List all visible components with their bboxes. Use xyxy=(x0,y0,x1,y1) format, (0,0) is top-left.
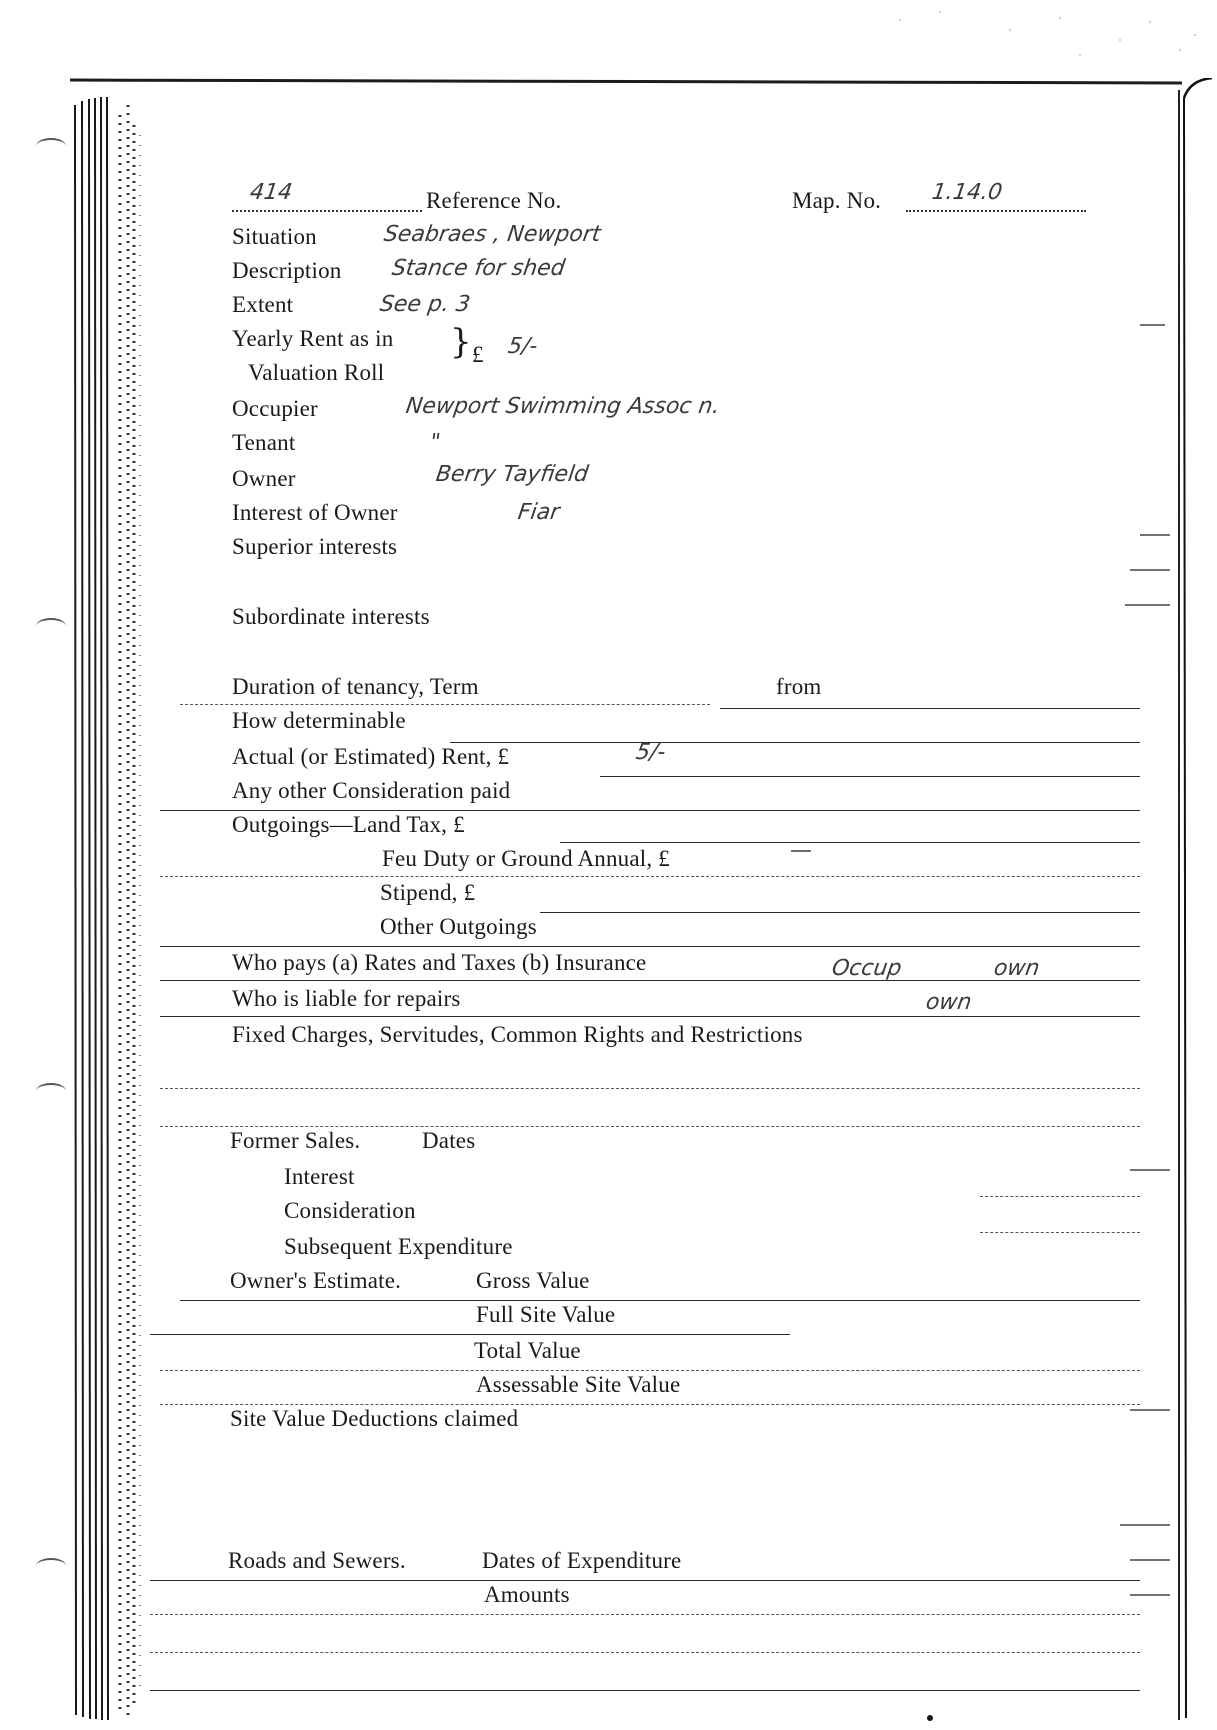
rule-line xyxy=(540,912,1140,913)
subsequent-expenditure-label: Subsequent Expenditure xyxy=(284,1234,513,1259)
rule-line xyxy=(980,1196,1140,1197)
rent-brace: } xyxy=(450,322,472,362)
former-sales-dates-label: Dates xyxy=(422,1128,476,1153)
rule-line xyxy=(150,1614,1140,1615)
rule-line xyxy=(600,776,1140,777)
interest-label: Interest xyxy=(284,1164,355,1189)
who-pays-insurance-value: own xyxy=(992,956,1042,981)
rule-line xyxy=(160,1016,1140,1017)
punch-hole xyxy=(36,618,66,634)
land-tax-label: Outgoings—Land Tax, £ xyxy=(232,812,465,837)
map-dotted-line xyxy=(906,210,1086,212)
repairs-label: Who is liable for repairs xyxy=(232,986,461,1011)
rule-line xyxy=(160,1088,1140,1089)
rule-line xyxy=(160,876,1140,877)
feu-duty-label: Feu Duty or Ground Annual, £ xyxy=(382,846,670,871)
extent-value: See p. 3 xyxy=(378,292,472,317)
rule-line xyxy=(160,980,1140,981)
interest-of-owner-label: Interest of Owner xyxy=(232,500,398,525)
yearly-rent-value: 5/- xyxy=(506,334,540,359)
description-label: Description xyxy=(232,258,342,283)
dates-of-expenditure-label: Dates of Expenditure xyxy=(482,1548,682,1573)
situation-value: Seabraes , Newport xyxy=(382,222,603,247)
reference-label: Reference No. xyxy=(426,188,562,213)
rule-line xyxy=(160,946,1140,947)
situation-label: Situation xyxy=(232,224,317,249)
superior-interests-label: Superior interests xyxy=(232,534,398,559)
punch-hole xyxy=(36,1083,66,1099)
rule-line xyxy=(720,708,1140,709)
tenant-label: Tenant xyxy=(232,430,296,455)
extent-label: Extent xyxy=(232,292,294,317)
roads-sewers-label: Roads and Sewers. xyxy=(228,1548,406,1573)
repairs-value: own xyxy=(924,990,974,1015)
occupier-label: Occupier xyxy=(232,396,318,421)
rule-line xyxy=(450,742,1140,743)
rule-line xyxy=(180,1300,1140,1301)
rule-line xyxy=(150,1580,1140,1581)
rule-line xyxy=(180,704,710,705)
other-outgoings-label: Other Outgoings xyxy=(380,914,537,939)
who-pays-rates-value: Occup xyxy=(830,956,904,981)
gross-value-label: Gross Value xyxy=(476,1268,590,1293)
map-label: Map. No. xyxy=(792,188,882,213)
reference-number-value: 414 xyxy=(248,180,294,205)
stipend-label: Stipend, £ xyxy=(380,880,476,905)
rule-line xyxy=(150,1690,1140,1691)
occupier-value: Newport Swimming Assoc n. xyxy=(404,394,722,419)
rule-line xyxy=(160,1404,1140,1405)
tenant-value: " xyxy=(428,430,442,455)
from-label: from xyxy=(776,674,822,699)
other-consideration-label: Any other Consideration paid xyxy=(232,778,511,803)
punch-hole xyxy=(36,138,66,154)
assessable-site-value-label: Assessable Site Value xyxy=(476,1372,681,1397)
full-site-value-label: Full Site Value xyxy=(476,1302,616,1327)
actual-rent-value: 5/- xyxy=(634,740,668,765)
yearly-rent-currency: £ xyxy=(472,342,484,367)
subordinate-interests-label: Subordinate interests xyxy=(232,604,430,629)
map-number-value: 1.14.0 xyxy=(930,180,1004,205)
former-sales-label: Former Sales. xyxy=(230,1128,361,1153)
page-right-edge xyxy=(1178,90,1180,1720)
site-value-deductions-label: Site Value Deductions claimed xyxy=(230,1406,519,1431)
punch-hole xyxy=(36,1558,66,1574)
reference-dotted-line xyxy=(232,210,422,212)
description-value: Stance for shed xyxy=(390,256,567,281)
amounts-label: Amounts xyxy=(484,1582,570,1607)
rule-line xyxy=(160,810,1140,811)
who-pays-label: Who pays (a) Rates and Taxes (b) Insurance xyxy=(232,950,647,975)
rule-line xyxy=(160,1126,1140,1127)
interest-of-owner-value: Fiar xyxy=(516,500,562,525)
book-binding xyxy=(70,95,160,1725)
rule-line xyxy=(150,1334,790,1335)
consideration-label: Consideration xyxy=(284,1198,416,1223)
rule-line xyxy=(980,1232,1140,1233)
valuation-roll-label: Valuation Roll xyxy=(248,360,385,385)
owner-label: Owner xyxy=(232,466,296,491)
yearly-rent-label: Yearly Rent as in xyxy=(232,326,394,351)
owners-estimate-label: Owner's Estimate. xyxy=(230,1268,402,1293)
rule-line xyxy=(160,1370,1140,1371)
feu-duty-value: — xyxy=(788,838,814,863)
fixed-charges-label: Fixed Charges, Servitudes, Common Rights and Restrictions xyxy=(232,1022,803,1047)
duration-label: Duration of tenancy, Term xyxy=(232,674,479,699)
actual-rent-label: Actual (or Estimated) Rent, £ xyxy=(232,744,510,769)
rule-line xyxy=(560,842,1140,843)
adjacent-page-edge xyxy=(1182,78,1217,1718)
owner-value: Berry Tayfield xyxy=(434,462,590,487)
rule-line xyxy=(150,1652,1140,1653)
how-determinable-label: How determinable xyxy=(232,708,406,733)
total-value-label: Total Value xyxy=(474,1338,581,1363)
